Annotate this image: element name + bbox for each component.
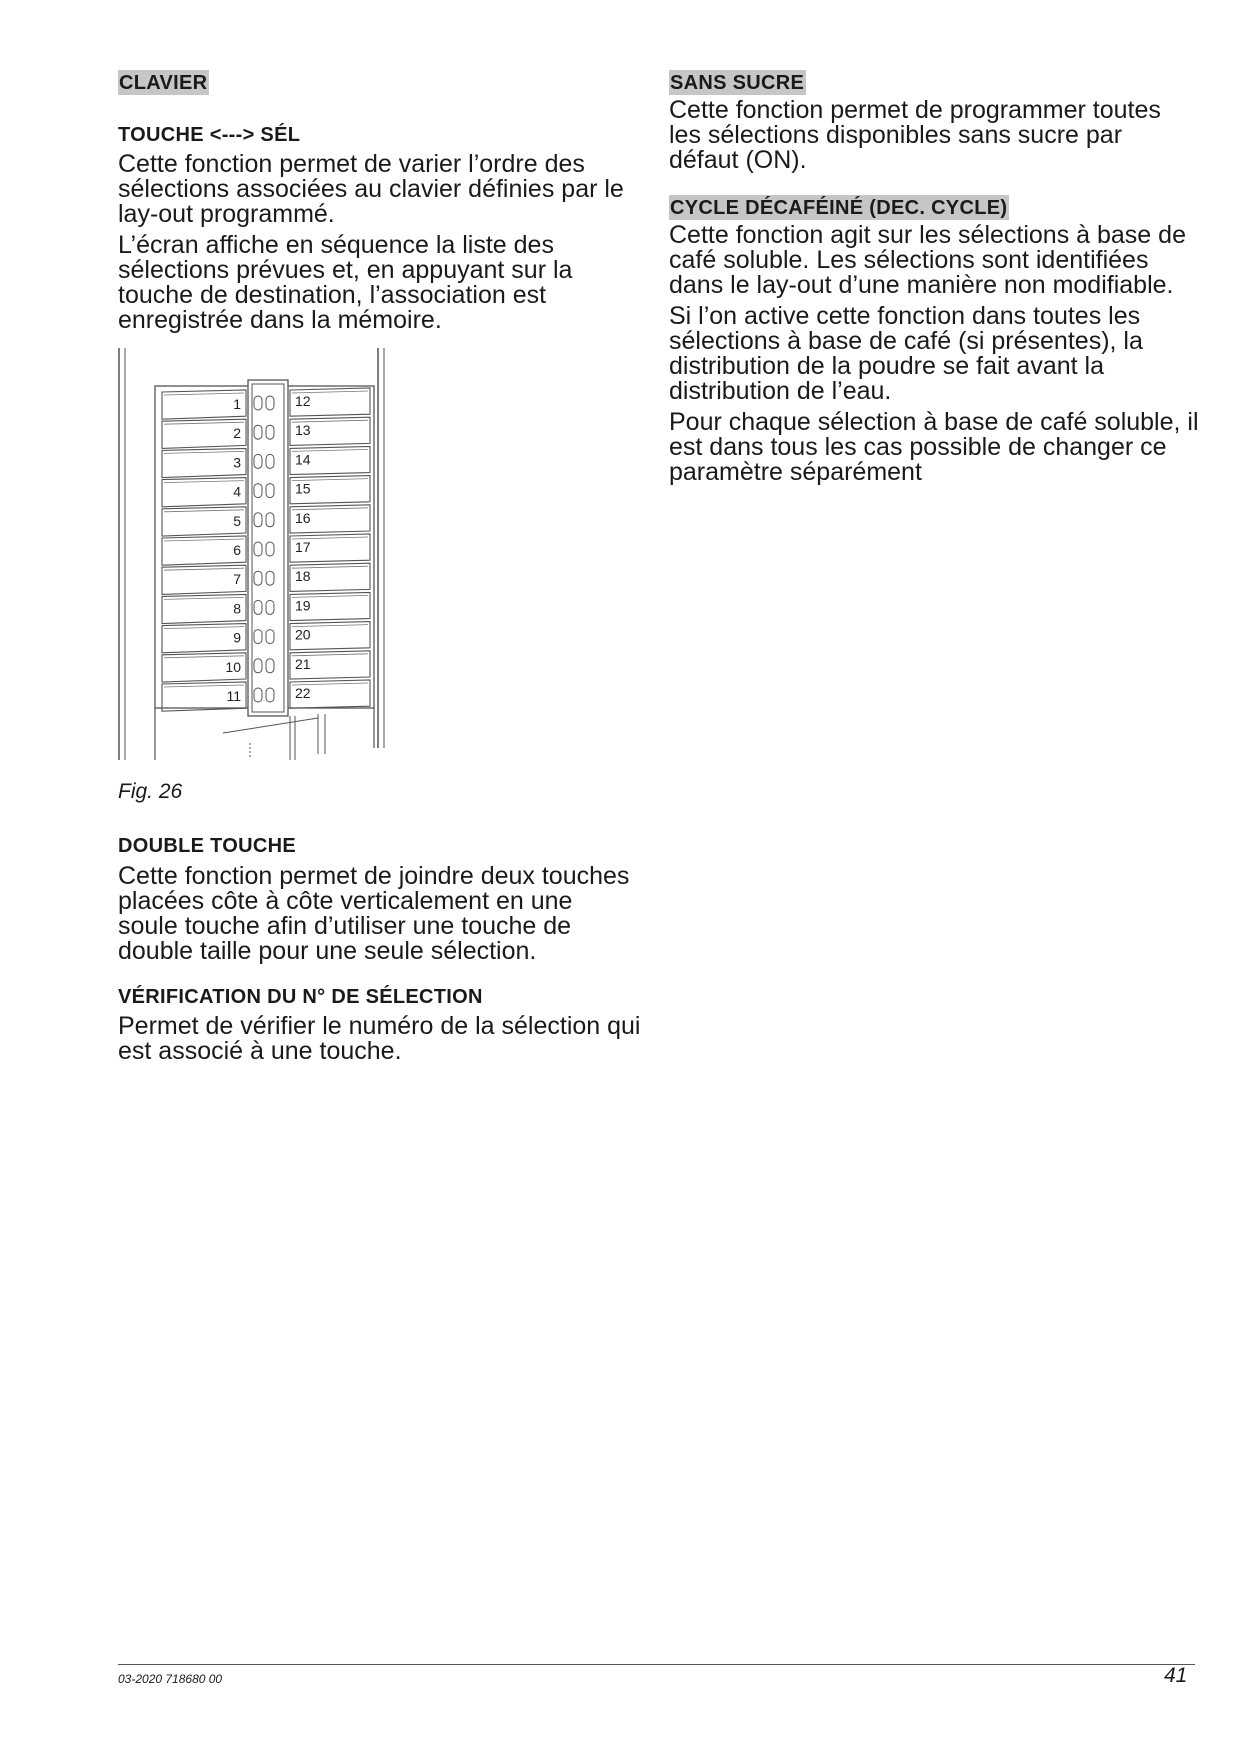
keypad-left-key-label: 3 [233,454,241,471]
keypad-left-key [162,682,246,711]
keypad-right-key [290,534,370,562]
keypad-left-key-label: 1 [233,396,241,412]
keypad-right-key [290,388,370,416]
paragraph-cycle-3: Pour chaque sélection à base de café soluble, il est dans tous les cas possible de changer ce paramètre séparément [669,408,1199,486]
page-number: 41 [1164,1664,1188,1687]
subsection-title-double-touche: DOUBLE TOUCHE [118,835,296,857]
keypad-left-key-label: 5 [233,512,241,529]
keypad-left-key [162,565,246,594]
section-title-clavier: CLAVIER [119,72,208,94]
section-title-sans-sucre: SANS SUCRE [670,72,805,94]
keypad-right-key-label: 16 [295,509,311,526]
keypad-left-key [162,478,246,507]
paragraph-double-touche: Cette fonction permet de joindre deux touches placées côte à côte verticalement en une soule touche afin d’utiliser une touche de double taille pour une seule sélection. [118,862,630,965]
keypad-right-key-label: 22 [295,685,311,701]
keypad-right-key-label: 21 [295,655,311,672]
left-column [118,70,648,333]
left-column-lower [118,780,648,1064]
keypad-left-key [162,653,246,682]
keypad-left-key [162,419,246,448]
footer-divider [118,1664,1195,1665]
paragraph-touche-1: Cette fonction permet de varier l’ordre des sélections associées au clavier définies par le lay-out programmé. [118,150,624,228]
keypad-right-key-label: 13 [295,422,311,439]
keypad-left-key [162,536,246,565]
keypad-right-key [290,446,370,474]
keypad-right-key-label: 18 [295,568,311,585]
keypad-left-key [162,507,246,536]
subsection-title-verification: VÉRIFICATION DU N° DE SÉLECTION [118,986,483,1008]
keypad-right-key-label: 14 [295,451,311,468]
keypad-left-key [162,624,246,653]
keypad-left-key-label: 4 [233,483,241,500]
paragraph-verification: Permet de vérifier le numéro de la sélection qui est associé à une touche. [118,1012,641,1065]
keypad-left-key-label: 10 [225,658,241,675]
paragraph-cycle-2: Si l’on active cette fonction dans toutes les sélections à base de café (si présentes), la distribution de la poudre se fait avant la distribution de l’eau. [669,302,1143,405]
paragraph-cycle-1: Cette fonction agit sur les sélections à base de café soluble. Les sélections sont identifiées dans le lay-out d’une manière non modifiable. [669,221,1186,299]
keypad-right-key [290,622,370,650]
keypad-illustration [118,348,398,768]
keypad-left-key-label: 11 [226,688,241,704]
keypad-left-key [162,594,246,623]
keypad-left-key-label: 7 [233,571,241,588]
paragraph-sans-sucre: Cette fonction permet de programmer toutes les sélections disponibles sans sucre par défaut (ON). [669,96,1161,174]
subsection-title-touche-sel: TOUCHE <---> SÉL [118,124,301,146]
section-title-cycle-decafeine: CYCLE DÉCAFÉINÉ (DEC. CYCLE) [670,197,1008,219]
keypad-right-key [290,417,370,445]
figure-caption: Fig. 26 [118,780,183,803]
keypad-right-key-label: 17 [295,539,311,555]
keypad-right-key [290,563,370,591]
keypad-right-key [290,592,370,620]
keypad-left-key-label: 9 [233,629,241,646]
keypad-right-key-label: 15 [295,480,311,497]
keypad-right-key [290,505,370,533]
keypad-left-key-label: 8 [233,600,241,617]
right-column [669,70,1199,485]
keypad-right-key-label: 19 [295,597,311,614]
keypad-left-key [162,390,246,419]
keypad-right-key [290,651,370,679]
keypad-left-key-label: 2 [233,425,241,442]
paragraph-touche-2: L’écran affiche en séquence la liste des sélections prévues et, en appuyant sur la touche de destination, l’association est enregistrée dans la mémoire. [118,231,573,334]
document-code: 03-2020 718680 00 [118,1672,223,1686]
keypad-left-key-label: 6 [233,542,241,558]
keypad-right-key-label: 20 [295,626,311,643]
keypad-right-key-label: 12 [295,393,311,409]
keypad-right-key [290,476,370,504]
keypad-left-key [162,448,246,477]
keypad-right-key [290,680,370,708]
